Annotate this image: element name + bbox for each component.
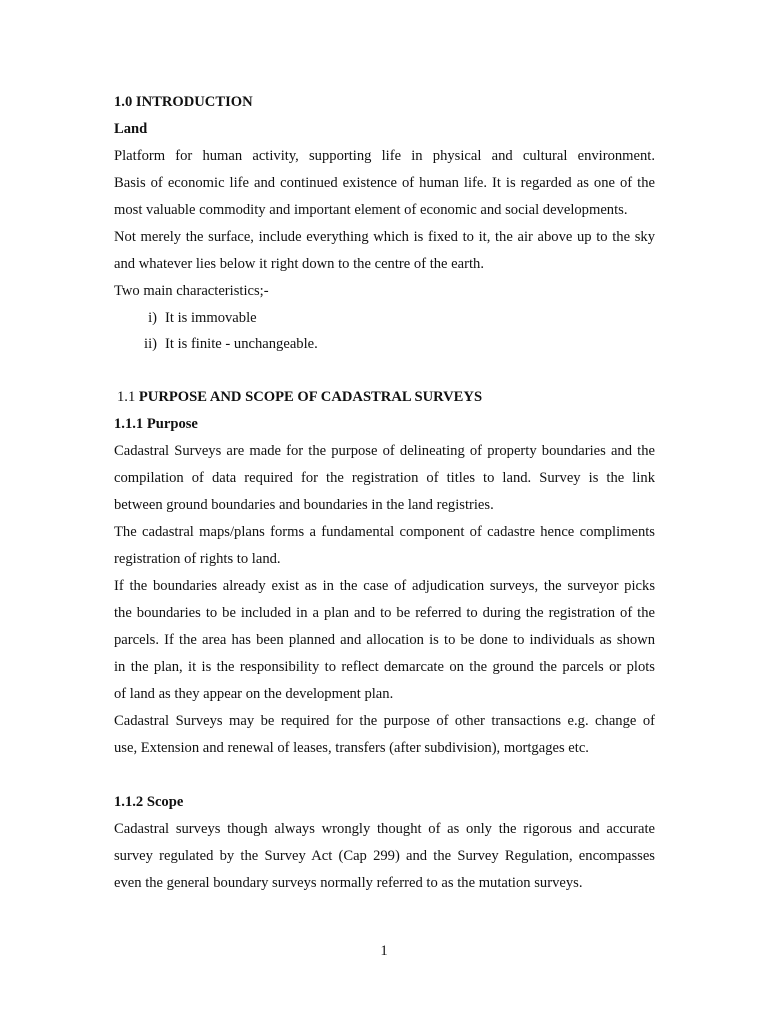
land-subheading: Land	[114, 121, 148, 137]
intro-line-6: Two main characteristics;-	[114, 283, 269, 299]
spacer	[114, 357, 655, 384]
page-number: 1	[380, 943, 388, 959]
intro-line-5: and whatever lies below it right down to the centre of the earth.	[114, 256, 484, 272]
intro-heading: 1.0 INTRODUCTION	[114, 94, 253, 110]
intro-line-1: Platform for human activity, supporting life in physical and cultural environment.	[114, 148, 655, 164]
purpose-line-7: the boundaries to be included in a plan and to be referred to during the registration of the	[114, 605, 655, 621]
purpose-line-2: compilation of data required for the registration of titles to land. Survey is the link	[114, 470, 655, 486]
purpose-line-8: parcels. If the area has been planned and allocation is to be done to individuals as shown	[114, 632, 655, 648]
scope-line-1: Cadastral surveys though always wrongly thought of as only the rigorous and accurate	[114, 821, 655, 837]
purpose-line-5: registration of rights to land.	[114, 551, 281, 567]
scope-line-3: even the general boundary surveys normally referred to as the mutation surveys.	[114, 875, 583, 891]
purpose-line-4: The cadastral maps/plans forms a fundamental component of cadastre hence compliments	[114, 524, 655, 540]
list-item	[114, 331, 655, 357]
purpose-heading: 1.1.1 Purpose	[114, 416, 198, 432]
purpose-line-11: Cadastral Surveys may be required for the purpose of other transactions e.g. change of	[114, 713, 655, 729]
intro-line-3: most valuable commodity and important element of economic and social developments.	[114, 202, 628, 218]
purpose-line-9: in the plan, it is the responsibility to reflect demarcate on the ground the parcels or plots	[114, 659, 655, 675]
spacer	[114, 762, 655, 789]
section-heading	[114, 384, 655, 411]
purpose-line-1: Cadastral Surveys are made for the purpose of delineating of property boundaries and the	[114, 443, 655, 459]
list-text: It is finite - unchangeable.	[165, 336, 318, 352]
section-title: PURPOSE AND SCOPE OF CADASTRAL SURVEYS	[138, 389, 483, 405]
purpose-line-10: of land as they appear on the development plan.	[114, 686, 394, 702]
intro-line-2: Basis of economic life and continued existence of human life. It is regarded as one of the	[114, 175, 655, 191]
document-page	[114, 89, 655, 897]
intro-line-4: Not merely the surface, include everything which is fixed to it, the air above up to the sky	[114, 229, 655, 245]
scope-heading: 1.1.2 Scope	[114, 794, 184, 810]
list-marker: ii)	[144, 336, 157, 352]
purpose-line-3: between ground boundaries and boundaries in the land registries.	[114, 497, 494, 513]
list-marker: i)	[148, 310, 157, 326]
list-text: It is immovable	[165, 310, 257, 326]
section-number: 1.1	[117, 389, 139, 405]
list-item	[114, 305, 655, 331]
purpose-line-6: If the boundaries already exist as in the case of adjudication surveys, the surveyor picks	[114, 578, 655, 594]
purpose-line-12: use, Extension and renewal of leases, transfers (after subdivision), mortgages etc.	[114, 740, 589, 756]
scope-line-2: survey regulated by the Survey Act (Cap 299) and the Survey Regulation, encompasses	[114, 848, 655, 864]
